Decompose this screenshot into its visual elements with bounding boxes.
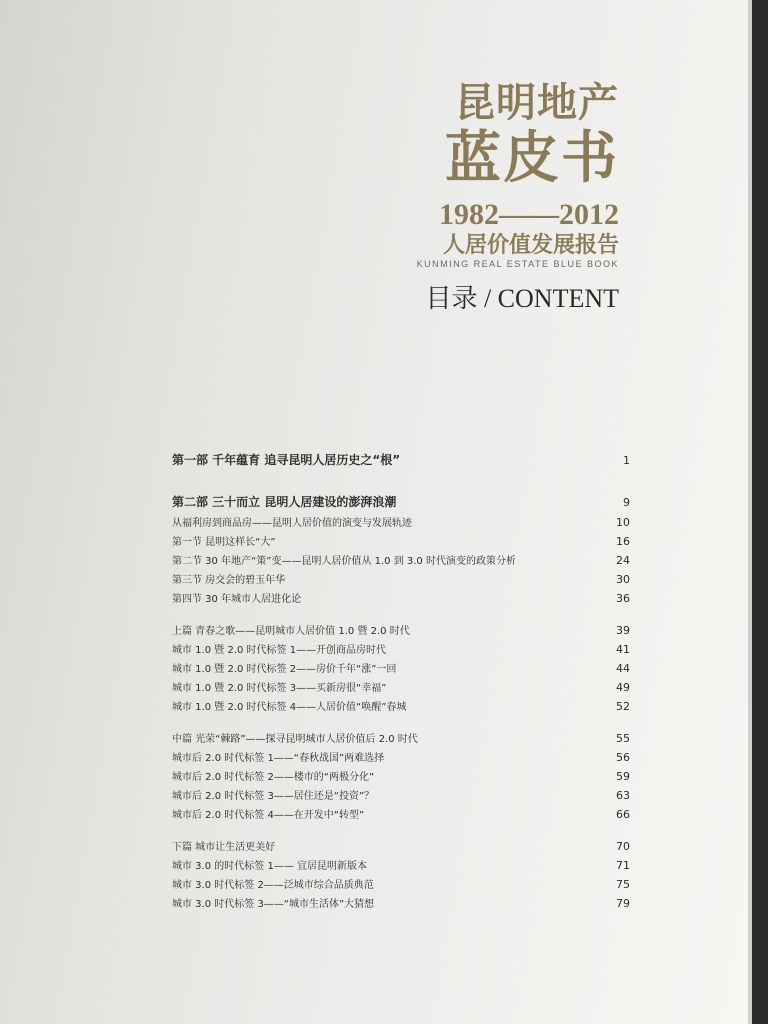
toc-entry xyxy=(172,570,630,589)
book-subtitle: 人居价值发展报告 xyxy=(442,232,619,258)
toc-page-number: 59 xyxy=(616,770,630,783)
toc-page-number: 41 xyxy=(616,643,630,656)
toc-entry-title: 从福利房到商品房——昆明人居价值的演变与发展轨迹 xyxy=(172,518,412,529)
toc-entry-title: 城市 1.0 暨 2.0 时代标签 4——人居价值“唤醒”春城 xyxy=(172,702,407,713)
page-edge xyxy=(748,0,752,1024)
toc-section-upper xyxy=(172,621,630,640)
toc-page-number: 10 xyxy=(616,516,630,529)
toc-entry-title: 第一节 昆明这样长“大” xyxy=(172,537,276,548)
toc-entry-title: 城市 3.0 的时代标签 1—— 宜居昆明新版本 xyxy=(172,861,367,872)
toc-entry xyxy=(172,748,630,767)
toc-page-number: 79 xyxy=(616,897,630,910)
toc-entry-title: 城市 3.0 时代标签 3——“城市生活体”大猜想 xyxy=(172,899,375,910)
toc-entry xyxy=(172,678,630,697)
book-title-line1: 昆明地产 xyxy=(455,79,619,126)
toc-entry-title: 城市 1.0 暨 2.0 时代标签 2——房价千年“涨”一回 xyxy=(172,664,397,675)
toc-page-number: 56 xyxy=(616,751,630,764)
toc-section-middle xyxy=(172,729,630,748)
toc-entry xyxy=(172,659,630,678)
table-of-contents xyxy=(172,449,630,913)
toc-page-number: 49 xyxy=(616,681,630,694)
title-block xyxy=(417,80,619,314)
book-title-line2: 蓝皮书 xyxy=(445,125,619,191)
toc-section-lower xyxy=(172,837,630,856)
toc-page-number: 24 xyxy=(616,554,630,567)
toc-page-number: 66 xyxy=(616,808,630,821)
toc-entry xyxy=(172,513,630,532)
toc-entry-title: 城市 1.0 暨 2.0 时代标签 1——开创商品房时代 xyxy=(172,645,387,656)
toc-page-number: 44 xyxy=(616,662,630,675)
toc-entry-title: 城市 1.0 暨 2.0 时代标签 3——买新房很“幸福” xyxy=(172,683,387,694)
toc-page-number: 70 xyxy=(616,840,630,853)
toc-entry-title: 城市 3.0 时代标签 2——泛城市综合品质典范 xyxy=(172,880,374,891)
toc-page-number: 52 xyxy=(616,700,630,713)
toc-entry-title: 城市后 2.0 时代标签 1——“春秋战国”两难选择 xyxy=(172,753,385,764)
toc-entry xyxy=(172,767,630,786)
toc-entry xyxy=(172,856,630,875)
toc-entry-title: 中篇 光荣“棘路”——探寻昆明城市人居价值后 2.0 时代 xyxy=(172,734,418,745)
toc-page-number: 9 xyxy=(623,496,630,509)
toc-page-number: 1 xyxy=(623,454,630,467)
toc-entry xyxy=(172,551,630,570)
toc-entry xyxy=(172,786,630,805)
toc-entry-title: 第三节 房交会的碧玉年华 xyxy=(172,575,286,586)
toc-page-number: 55 xyxy=(616,732,630,745)
toc-page-number: 36 xyxy=(616,592,630,605)
toc-entry xyxy=(172,875,630,894)
toc-entry xyxy=(172,589,630,608)
toc-entry-title: 第四节 30 年城市人居进化论 xyxy=(172,594,302,605)
toc-entry-title: 城市后 2.0 时代标签 4——在开发中“转型” xyxy=(172,810,365,821)
toc-entry xyxy=(172,640,630,659)
toc-entry-title: 第二节 30 年地产“策”变——昆明人居价值从 1.0 到 3.0 时代演变的政策分析 xyxy=(172,556,516,567)
toc-page-number: 39 xyxy=(616,624,630,637)
english-title: KUNMING REAL ESTATE BLUE BOOK xyxy=(416,259,619,269)
toc-part2 xyxy=(172,491,630,513)
toc-entry-title: 城市后 2.0 时代标签 3——居住还是“投资”？ xyxy=(172,791,375,802)
toc-entry-title: 第二部 三十而立 昆明人居建设的澎湃浪潮 xyxy=(172,495,397,509)
toc-page-number: 75 xyxy=(616,878,630,891)
toc-entry-title: 下篇 城市让生活更美好 xyxy=(172,842,276,853)
toc-entry xyxy=(172,894,630,913)
toc-entry xyxy=(172,697,630,716)
contents-heading: 目录 / CONTENT xyxy=(425,284,619,313)
year-range: 1982——2012 xyxy=(439,198,619,231)
toc-page-number: 63 xyxy=(616,789,630,802)
toc-entry xyxy=(172,532,630,551)
toc-entry xyxy=(172,805,630,824)
toc-entry-title: 上篇 青春之歌——昆明城市人居价值 1.0 暨 2.0 时代 xyxy=(172,626,410,637)
toc-page-number: 71 xyxy=(616,859,630,872)
toc-entry-title: 第一部 千年蕴育 追寻昆明人居历史之“根” xyxy=(172,453,401,467)
toc-page-number: 30 xyxy=(616,573,630,586)
toc-page-number: 16 xyxy=(616,535,630,548)
toc-part1 xyxy=(172,449,630,471)
toc-entry-title: 城市后 2.0 时代标签 2——楼市的“两极分化” xyxy=(172,772,375,783)
